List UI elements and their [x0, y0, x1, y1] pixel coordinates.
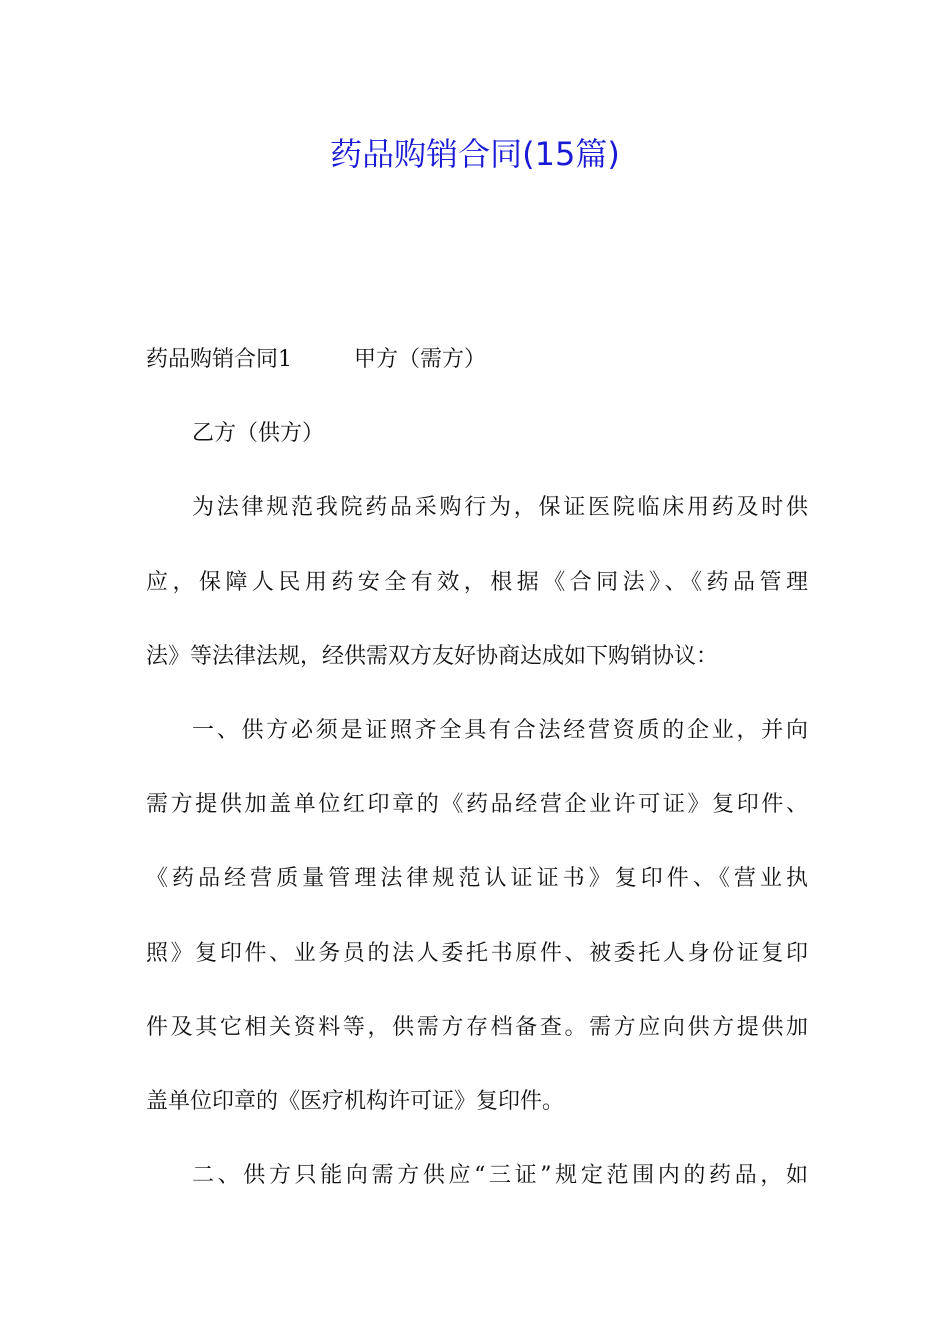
document-title: 药品购销合同(15篇) [330, 135, 620, 173]
paragraph-line: 件及其它相关资料等，供需方存档备查。需方应向供方提供加 [146, 1014, 808, 1040]
paragraph-line: 《药品经营质量管理法律规范认证证书》复印件、《营业执 [146, 866, 808, 892]
paragraph-line: 应，保障人民用药安全有效，根据《合同法》、《药品管理 [146, 569, 808, 595]
paragraph-line: 盖单位印章的《医疗机构许可证》复印件。 [146, 1088, 565, 1114]
paragraph-line: 为法律规范我院药品采购行为，保证医院临床用药及时供 [192, 495, 808, 521]
paragraph-line: 二、供方只能向需方供应“三证”规定范围内的药品，如 [192, 1163, 808, 1189]
paragraph-line: 一、供方必须是证照齐全具有合法经营资质的企业，并向 [192, 717, 808, 743]
section-heading: 药品购销合同1 [146, 347, 292, 372]
party-b-label: 乙方（供方） [192, 421, 325, 447]
heading-line [146, 338, 808, 412]
paragraph-line: 法》等法律法规，经供需双方友好协商达成如下购销协议： [146, 643, 719, 669]
party-b-line [146, 412, 808, 486]
document-body [146, 338, 808, 1228]
paragraph-line: 需方提供加盖单位红印章的《药品经营企业许可证》复印件、 [146, 792, 808, 818]
party-a-label: 甲方（需方） [354, 347, 487, 372]
paragraph-line: 照》复印件、业务员的法人委托书原件、被委托人身份证复印 [146, 940, 808, 966]
